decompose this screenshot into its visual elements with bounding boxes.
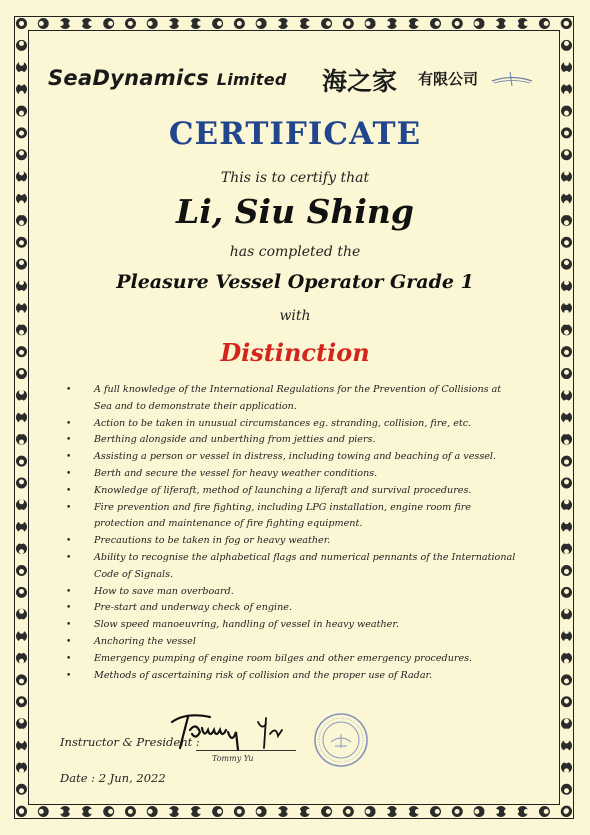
list-item	[62, 634, 522, 651]
bullet-icon: •	[66, 586, 72, 597]
list-item-text: Anchoring the vessel	[94, 635, 196, 647]
bullet-icon: •	[66, 636, 72, 647]
list-item-text: Action to be taken in unusual circumstances eg. stranding, collision, fire, etc.	[94, 417, 472, 429]
list-item	[62, 449, 522, 466]
company-seal-stamp	[313, 712, 369, 768]
certify-text: This is to certify that	[220, 170, 370, 186]
list-item-text: Pre-start and underway check of engine.	[94, 602, 293, 614]
bullet-icon: •	[66, 452, 72, 463]
bullet-icon: •	[66, 536, 72, 547]
recipient-name: Li, Siu Shing	[176, 192, 414, 231]
list-item-text: Assisting a person or vessel in distress, including towing and beaching of a vessel.	[94, 451, 497, 463]
list-item	[62, 416, 522, 433]
bullet-icon: •	[66, 603, 72, 614]
company-name-cn: 海之家	[322, 67, 398, 96]
list-item	[62, 668, 522, 685]
bullet-icon: •	[66, 620, 72, 631]
company-name-en	[48, 66, 287, 90]
bullet-icon: •	[66, 653, 72, 664]
list-item-text: Precautions to be taken in fog or heavy weather.	[94, 535, 331, 547]
bullet-icon: •	[66, 670, 72, 681]
certificate-title: CERTIFICATE	[168, 116, 422, 152]
bullet-icon: •	[66, 502, 72, 513]
list-item-text: Fire prevention and fire fighting, including LPG installation, engine room fire protection and maintenance of fire fighting equipment.	[94, 501, 471, 530]
list-item	[62, 600, 522, 617]
list-item-text: Berth and secure the vessel for heavy weather conditions.	[94, 467, 378, 479]
bullet-icon: •	[66, 385, 72, 395]
list-item-text: A full knowledge of the International Regulations for the Prevention of Collisions at Sea and to demonstrate their application.	[94, 384, 502, 412]
bullet-icon: •	[66, 435, 72, 446]
company-header	[40, 58, 540, 98]
course-name: Pleasure Vessel Operator Grade 1	[116, 271, 474, 293]
list-item-text: Emergency pumping of engine room bilges and other emergency procedures.	[94, 652, 473, 664]
list-item	[62, 466, 522, 483]
bullet-icon: •	[66, 468, 72, 479]
signer-name: Tommy Yu	[212, 754, 254, 763]
boat-icon	[490, 70, 534, 88]
list-item-text: Berthing alongside and unberthing from jetties and piers.	[94, 434, 376, 446]
grade-distinction: Distinction	[220, 338, 370, 367]
skills-list	[62, 382, 522, 684]
list-item	[62, 500, 522, 534]
company-name-suffix: Limited	[216, 70, 287, 89]
signature-line	[196, 750, 296, 751]
company-name-cn-suffix: 有限公司	[418, 70, 479, 88]
issue-date: Date : 2 Jun, 2022	[60, 771, 166, 785]
bullet-icon: •	[66, 418, 72, 429]
list-item-text: How to save man overboard.	[94, 585, 234, 597]
signature-image	[166, 708, 296, 754]
list-item	[62, 533, 522, 550]
list-item	[62, 651, 522, 668]
list-item	[62, 382, 522, 416]
list-item	[62, 584, 522, 601]
completed-text: has completed the	[229, 244, 361, 260]
list-item-text: Ability to recognise the alphabetical flags and numerical pennants of the International Code of Signals.	[94, 551, 516, 580]
list-item	[62, 483, 522, 500]
with-text: with	[279, 308, 311, 324]
list-item-text: Knowledge of liferaft, method of launching a liferaft and survival procedures.	[94, 484, 472, 496]
list-item	[62, 550, 522, 584]
list-item	[62, 432, 522, 449]
list-item	[62, 617, 522, 634]
list-item-text: Slow speed manoeuvring, handling of vessel in heavy weather.	[94, 619, 399, 631]
list-item-text: Methods of ascertaining risk of collision and the proper use of Radar.	[94, 669, 433, 681]
bullet-icon: •	[66, 552, 72, 563]
company-name-main: SeaDynamics	[48, 66, 210, 90]
instructor-label: Instructor & President :	[60, 735, 200, 749]
bullet-icon: •	[66, 485, 72, 496]
